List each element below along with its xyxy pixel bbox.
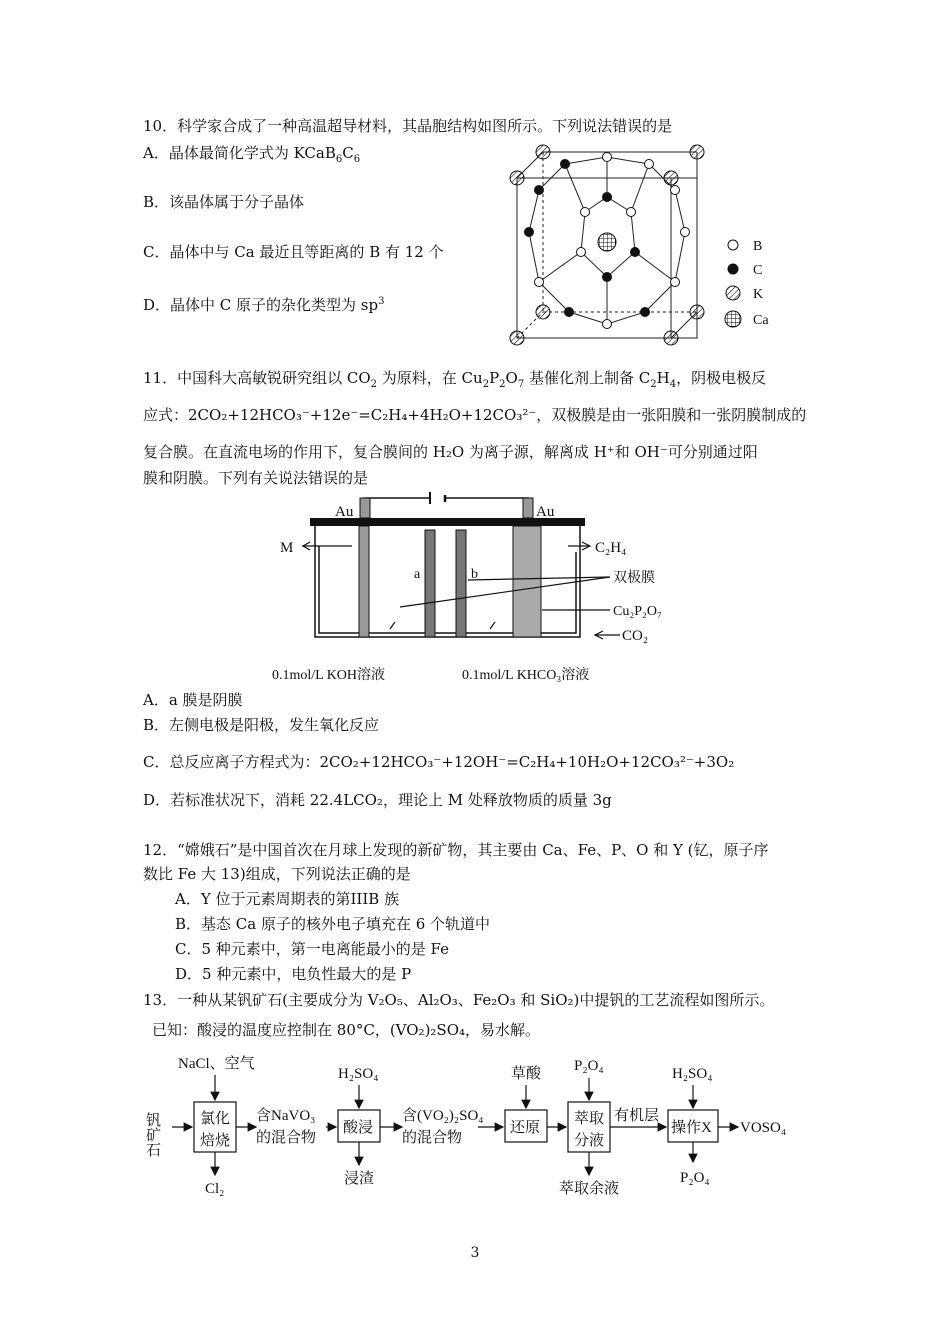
box-chlorination-line2: 焙烧 <box>200 1133 231 1149</box>
legend-ca: Ca <box>753 313 769 328</box>
box-operation-x: 操作X <box>671 1120 712 1136</box>
input-nacl-air: NaCl、空气 <box>178 1056 255 1072</box>
output-residue: 浸渣 <box>344 1171 375 1187</box>
process-flow-figure <box>144 1050 800 1205</box>
au-left-label: Au <box>335 504 354 520</box>
membrane-a-label: a <box>414 567 421 582</box>
q10-option-d: D．晶体中 C 原子的杂化类型为 $sp^3$ <box>143 296 385 314</box>
box-extraction-line1: 萃取 <box>574 1111 605 1127</box>
mid-navo3-line1: 含NaVO₃ <box>256 1108 316 1124</box>
bipolar-label: 双极膜 <box>613 571 655 586</box>
catalyst-label: Cu₂P₂O₇ <box>613 604 662 619</box>
q11-option-b: B．左侧电极是阳极，发生氧化反应 <box>143 716 380 734</box>
co2-label: CO₂ <box>622 628 649 644</box>
q12-stem-line2: 数比 Fe 大 13)组成，下列说法正确的是 <box>143 865 411 883</box>
page-number: 3 <box>470 1245 480 1261</box>
m-label: M <box>280 540 294 556</box>
cathode-equation: 2CO₂+12HCO₃⁻+12e⁻=C₂H₄+4H₂O+12CO₃²⁻ <box>188 406 537 424</box>
q11-stem-line3: 复合膜。在直流电场的作用下，复合膜间的 H₂O 为离子源，解离成 H⁺和 OH⁻可分别通过阳 <box>143 443 758 461</box>
c2h4-label: C₂H₄ <box>595 540 627 556</box>
input-p2o4-1: P₂O₄ <box>574 1058 604 1074</box>
total-equation: 2CO₂+12HCO₃⁻+12OH⁻=C₂H₄+10H₂O+12CO₃²⁻+3O₂ <box>319 753 735 771</box>
q10-option-b: B．该晶体属于分子晶体 <box>143 193 305 211</box>
mid-vo2so4-line2: 的混合物 <box>402 1130 463 1146</box>
legend-c: C <box>753 263 763 278</box>
box-chlorination-line1: 氯化 <box>200 1111 231 1127</box>
q10-option-a: A．晶体最简化学式为 $KCaB_6C_6$ <box>143 144 361 165</box>
left-solution-label: 0.1mol/L KOH溶液 <box>272 668 386 683</box>
box-extraction-line2: 分液 <box>574 1133 605 1149</box>
q11-option-c: C．总反应离子方程式为：2CO₂+12HCO₃⁻+12OH⁻=C₂H₄+10H₂O+12CO₃²⁻+3O₂ <box>143 753 735 771</box>
membrane-b-label: b <box>471 567 478 582</box>
input-h2so4-2: H₂SO₄ <box>672 1066 713 1082</box>
q12-option-c: C．5 种元素中，第一电离能最小的是 Fe <box>175 940 450 958</box>
q13-stem-line1: 13．一种从某钒矿石(主要成分为 V₂O₅、Al₂O₃、Fe₂O₃ 和 SiO₂)中提钒的工艺流程如图所示。 <box>143 991 775 1009</box>
q11-option-a: A．a 膜是阴膜 <box>143 691 243 709</box>
output-p2o4: P₂O₄ <box>680 1170 710 1186</box>
legend-k: K <box>753 287 764 302</box>
q12-option-b: B．基态 Ca 原子的核外电子填充在 6 个轨道中 <box>175 915 491 933</box>
input-oxalic-acid: 草酸 <box>511 1066 542 1082</box>
ore-label: 钒矿石 <box>144 1112 160 1157</box>
q13-stem-line2: 已知：酸浸的温度应控制在 80°C，(VO₂)₂SO₄，易水解。 <box>152 1021 541 1039</box>
q10-option-c: C．晶体中与 Ca 最近且等距离的 B 有 12 个 <box>143 243 444 261</box>
mid-vo2so4-line1: 含(VO₂)₂SO₄ <box>402 1108 484 1124</box>
output-cl2: Cl₂ <box>205 1181 225 1197</box>
q10-stem: 10．科学家合成了一种高温超导材料，其晶胞结构如图所示。下列说法错误的是 <box>143 117 673 135</box>
q11-option-d: D．若标准状况下，消耗 22.4LCO₂，理论上 M 处释放物质的质量 3g <box>143 791 612 809</box>
product-voso4: VOSO₄ <box>740 1120 787 1136</box>
right-solution-label: 0.1mol/L KHCO₃溶液 <box>462 668 590 683</box>
box-reduction: 还原 <box>510 1120 541 1136</box>
q11-stem-line1: 11．中国科大高敏锐研究组以 $CO_2$ 为原料，在 $Cu_2P_2O_7$ 基催化剂上制备 $C_2H_4$，阴极电极反 <box>143 369 767 390</box>
electrolysis-figure <box>270 492 690 687</box>
q11-stem-line4: 膜和阴膜。下列有关说法错误的是 <box>143 469 369 487</box>
q12-option-a: A．Y 位于元素周期表的第IIIB 族 <box>175 890 400 908</box>
q12-stem-line1: 12．“嫦娥石”是中国首次在月球上发现的新矿物，其主要由 Ca、Fe、P、O 和 Y (钇，原子序 <box>143 841 769 859</box>
output-raffinate: 萃取余液 <box>559 1181 620 1197</box>
crystal-cell-figure <box>495 142 795 347</box>
q12-option-d: D．5 种元素中，电负性最大的是 P <box>175 965 412 983</box>
mid-navo3-line2: 的混合物 <box>256 1130 317 1146</box>
au-right-label: Au <box>536 504 555 520</box>
legend-b: B <box>753 239 763 254</box>
q11-stem-line2: 应式：2CO₂+12HCO₃⁻+12e⁻=C₂H₄+4H₂O+12CO₃²⁻，双极膜是由一张阳膜和一张阴膜制成的 <box>143 406 807 424</box>
input-h2so4-1: H₂SO₄ <box>338 1066 379 1082</box>
mid-organic-layer: 有机层 <box>614 1108 660 1124</box>
box-acid-leach: 酸浸 <box>343 1120 374 1136</box>
